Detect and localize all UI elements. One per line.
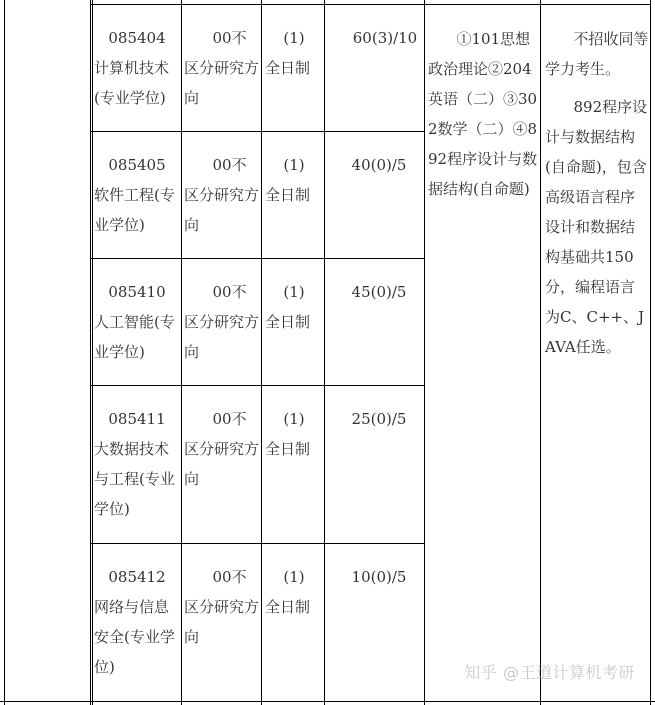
- study-mode-label: 全日制: [265, 186, 311, 204]
- row-divider: [0, 701, 655, 702]
- major-cell: [94, 150, 180, 240]
- major-name: 大数据技术与工程(专业学位): [94, 440, 175, 518]
- study-mode-label: 全日制: [265, 598, 311, 616]
- study-mode-cell: [265, 562, 323, 622]
- study-mode-number: (1): [283, 568, 305, 586]
- row-divider: [90, 131, 424, 132]
- major-code: 085411: [108, 410, 166, 428]
- major-name: 人工智能(专业学位): [94, 313, 175, 361]
- study-mode-label: 全日制: [265, 313, 311, 331]
- study-mode-label: 全日制: [265, 59, 311, 77]
- row-divider: [90, 258, 424, 259]
- direction-cell: 00不区分研究方向: [184, 156, 260, 234]
- direction-cell: 00不区分研究方向: [184, 283, 260, 361]
- major-code: 085405: [108, 156, 166, 174]
- major-cell: [94, 404, 180, 524]
- col-divider: [4, 0, 5, 705]
- row-divider: [90, 543, 424, 544]
- exam-subjects-cell: ①101思想政治理论②204英语（二）③302数学（二）④892程序设计与数据结构(自命题): [428, 30, 538, 198]
- direction-cell: 00不区分研究方向: [184, 568, 260, 646]
- direction-cell: 00不区分研究方向: [184, 410, 260, 488]
- major-name: 网络与信息安全(专业学位): [94, 598, 175, 676]
- study-mode-number: (1): [283, 156, 305, 174]
- study-mode-number: (1): [283, 410, 305, 428]
- quota-cell: 10(0)/5: [351, 568, 407, 586]
- study-mode-number: (1): [283, 283, 305, 301]
- study-mode-cell: [265, 277, 323, 337]
- major-name: 软件工程(专业学位): [94, 186, 175, 234]
- major-code: 085410: [108, 283, 166, 301]
- col-divider: [650, 0, 651, 705]
- quota-cell: 25(0)/5: [351, 410, 407, 428]
- direction-cell: 00不区分研究方向: [184, 29, 260, 107]
- study-mode-number: (1): [283, 29, 305, 47]
- study-mode-cell: [265, 23, 323, 83]
- note-paragraph: 892程序设计与数据结构(自命题)，包含高级语言程序设计和数据结构基础共150分，编程语言为C、C++、JAVA任选。: [545, 98, 648, 356]
- col-divider: [424, 0, 425, 705]
- col-divider: [181, 0, 182, 705]
- major-cell: [94, 277, 180, 367]
- row-divider: [90, 4, 424, 5]
- notes-cell: [545, 24, 649, 362]
- col-divider: [540, 0, 541, 705]
- note-paragraph: 不招收同等学力考生。: [545, 30, 649, 78]
- major-code: 085404: [108, 29, 166, 47]
- study-mode-label: 全日制: [265, 440, 311, 458]
- quota-cell: 60(3)/10: [352, 29, 418, 47]
- col-divider: [324, 0, 325, 705]
- quota-cell: 40(0)/5: [351, 156, 407, 174]
- quota-cell: 45(0)/5: [351, 283, 407, 301]
- col-divider: [261, 0, 262, 705]
- row-divider: [90, 385, 424, 386]
- col-divider: [90, 0, 93, 705]
- major-name: 计算机技术(专业学位): [94, 59, 170, 107]
- row-divider: [424, 4, 650, 5]
- study-mode-cell: [265, 404, 323, 464]
- major-cell: [94, 23, 180, 113]
- major-cell: [94, 562, 180, 682]
- study-mode-cell: [265, 150, 323, 210]
- major-code: 085412: [108, 568, 166, 586]
- zhihu-watermark: 知乎 @王道计算机考研: [464, 663, 635, 682]
